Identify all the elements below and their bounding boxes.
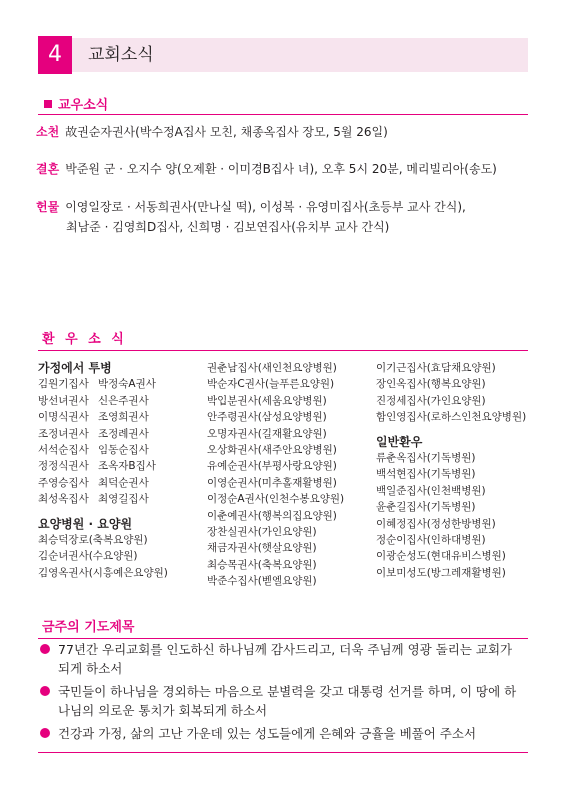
list-item: 함인영집사(로하스인천요양병원): [376, 411, 527, 424]
list-item: 이춘예권사(행복의집요양원): [207, 509, 337, 522]
page-title: 교회소식: [88, 45, 154, 65]
news-text: 故권순자권사(박수정A집사 모친, 채종옥집사 장모, 5월 26일): [65, 125, 388, 139]
prayer-text: 국민들이 하나님을 경외하는 마음으로 분별력을 갖고 대통령 선거를 하며, 이 땅에 하나님의 의로운 통치가 회복되게 하소서: [58, 684, 517, 718]
list-item: 이보미성도(방그레재활병원): [376, 566, 506, 579]
list-item: 안주령권사(삼성요양병원): [207, 411, 327, 424]
general-patients-heading: 일반환우: [376, 434, 423, 449]
news-label: 헌물: [36, 200, 60, 214]
list-item: 진정세집사(가인요양원): [376, 394, 486, 407]
home-patients-heading: 가정에서 투병: [38, 361, 112, 375]
list-item: 조정녀권사 조정례권사: [38, 427, 149, 440]
list-item: 최승목권사(축복요양원): [207, 558, 317, 571]
list-item: 이정순A권사(인천수봉요양원): [207, 493, 345, 506]
patients-heading: [38, 326, 528, 351]
news-item-funeral: [36, 122, 536, 142]
patients-column-3: [376, 360, 526, 581]
list-item: 박입분권사(세움요양병원): [207, 394, 327, 407]
list-item: 장인옥집사(행복요양원): [376, 378, 486, 391]
circle-bullet-icon: [40, 644, 50, 654]
hospital-patients-heading: 요양병원 · 요양원: [38, 516, 133, 531]
list-item: 정순이집사(인하대병원): [376, 534, 486, 547]
list-item: 유예순권사(부평사랑요양원): [207, 460, 337, 473]
list-item: 방선녀권사 신은주권사: [38, 394, 149, 407]
list-item: 류춘옥집사(기독병원): [376, 452, 476, 465]
list-item: 백일준집사(인천백병원): [376, 484, 486, 497]
list-item: 정정식권사 조옥자B집사: [38, 460, 156, 473]
news-text: 박준원 군 · 오지수 양(오제환 · 이미경B집사 녀), 오후 5시 20분, 메리빌리아(송도): [65, 162, 497, 176]
prayer-item: [38, 682, 528, 720]
section-number-badge: 4: [38, 36, 72, 74]
list-item: 김영옥권사(시흥예은요양원): [38, 566, 168, 579]
prayer-item: [38, 724, 528, 743]
list-item: 최승덕장로(축복요양원): [38, 534, 148, 547]
list-item: 박순자C권사(늘푸른요양원): [207, 378, 335, 391]
prayer-text: 77년간 우리교회를 인도하신 하나님께 감사드리고, 더욱 주님께 영광 돌리는 교회가 되게 하소서: [58, 642, 513, 676]
patients-column-2: [207, 360, 344, 590]
list-item: 이혜정집사(정성한방병원): [376, 517, 496, 530]
list-item: 백석현집사(기독병원): [376, 468, 476, 481]
news-label: 결혼: [36, 162, 60, 176]
square-bullet-icon: [44, 100, 52, 108]
prayer-item: [38, 640, 528, 678]
list-item: 이명식권사 조영희권사: [38, 411, 149, 424]
members-news-heading: [38, 92, 528, 115]
list-item: 주영승집사 최덕순권사: [38, 476, 149, 489]
circle-bullet-icon: [40, 686, 50, 696]
patients-column-1: [38, 360, 168, 581]
news-item-offering: [36, 197, 536, 234]
patients-title: 환 우 소 식: [42, 332, 127, 347]
news-label: 소천: [36, 125, 60, 139]
prayer-title: 금주의 기도제목: [42, 620, 135, 635]
list-item: 박준수집사(벧엘요양원): [207, 575, 317, 588]
list-item: 김순녀권사(수요양원): [38, 550, 138, 563]
prayer-text: 건강과 가정, 삶의 고난 가운데 있는 성도들에게 은혜와 긍휼을 베풀어 주소서: [58, 726, 477, 741]
members-news-title: 교우소식: [58, 98, 109, 113]
circle-bullet-icon: [40, 728, 50, 738]
list-item: 이기근집사(효담채요양원): [376, 362, 496, 374]
list-item: 이광순성도(현대유비스병원): [376, 550, 506, 563]
prayer-heading: [38, 614, 528, 639]
list-item: 오명자권사(길재활요양원): [207, 427, 327, 440]
prayer-list: [38, 640, 528, 747]
list-item: 최성옥집사 최영길집사: [38, 493, 149, 506]
list-item: 채금자권사(햇살요양원): [207, 542, 317, 555]
list-item: 오상화권사(새주안요양병원): [207, 444, 337, 457]
bottom-divider: [38, 752, 528, 753]
list-item: 권춘남집사(새인천요양병원): [207, 362, 337, 374]
news-item-wedding: [36, 159, 536, 179]
list-item: 서석순집사 임동순집사: [38, 444, 149, 457]
list-item: 장찬실권사(가인요양원): [207, 526, 317, 539]
news-text: 이영일장로 · 서동희권사(만나실 떡), 이성복 · 유영미집사(초등부 교사 간식),: [65, 200, 466, 214]
list-item: 김원기집사 박정숙A권사: [38, 378, 156, 391]
list-item: 윤춘길집사(기독병원): [376, 501, 476, 514]
list-item: 이영순권사(미추홀재활병원): [207, 476, 337, 489]
news-text-continued: 최남준 · 김영희D집사, 신희명 · 김보연집사(유치부 교사 간식): [66, 220, 390, 234]
